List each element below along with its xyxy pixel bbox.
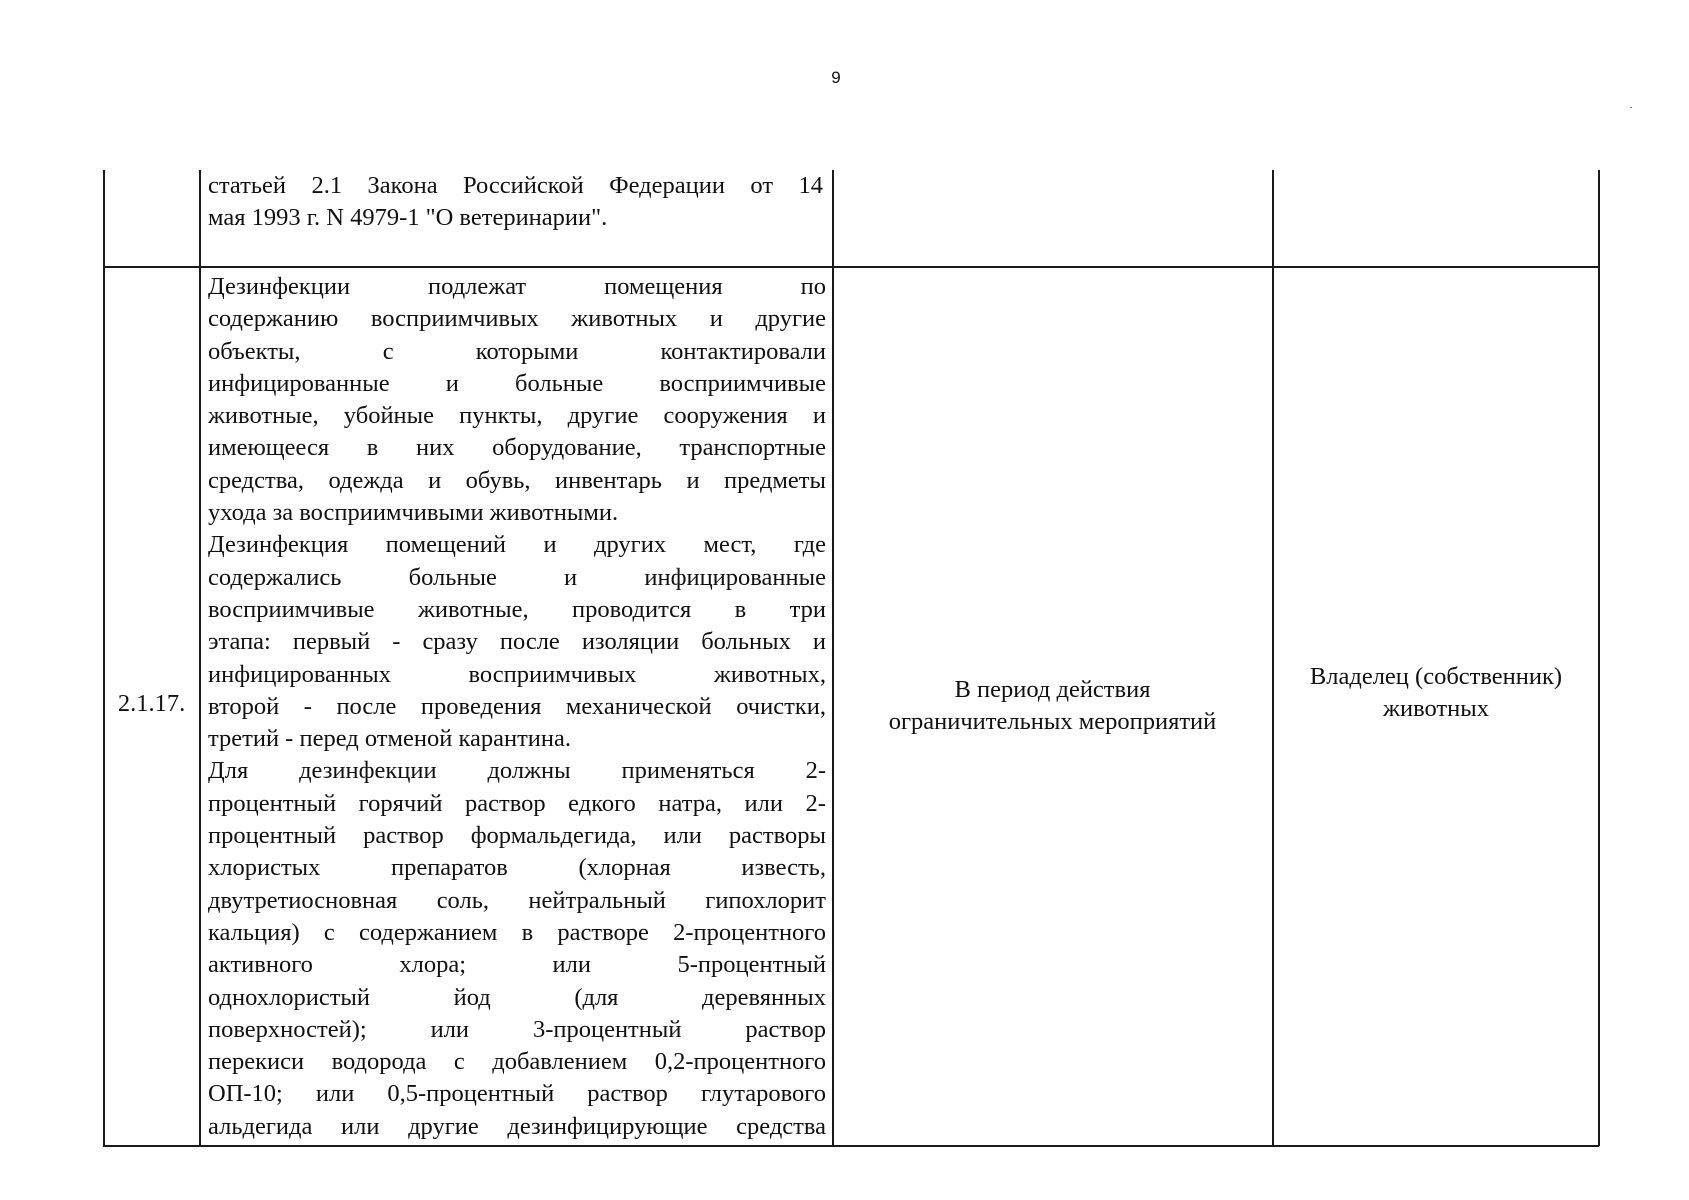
word: и [686, 466, 700, 494]
word: и [709, 305, 723, 333]
word: - [303, 692, 312, 720]
table-border-bottom [103, 1145, 1599, 1147]
word: 5-процентный [677, 951, 826, 979]
text-line [208, 594, 826, 626]
word: в [734, 595, 747, 623]
word: 0,5-процентный [387, 1080, 555, 1108]
word: транспортные [679, 434, 826, 462]
word: хлора; [399, 951, 467, 979]
word: Дезинфекции [208, 273, 351, 300]
word: или [315, 1080, 355, 1108]
word: добавлением [492, 1048, 628, 1076]
word: механической [565, 692, 712, 720]
word: 3-процентный [532, 1015, 682, 1043]
text-line [208, 529, 826, 561]
word: 2.1 [311, 172, 343, 199]
word: которыми [475, 337, 579, 365]
text-line [208, 949, 826, 981]
word: Дезинфекция [208, 531, 349, 559]
text-line: третий - перед отменой карантина. [208, 725, 572, 753]
word: содержанию [208, 305, 339, 333]
word: мест, [703, 531, 757, 559]
word: раствор [745, 1015, 826, 1043]
word: Закона [367, 172, 438, 199]
word: раствор [587, 1080, 668, 1108]
word: дезинфицирующие [507, 1112, 708, 1140]
word: содержались [208, 563, 342, 591]
word: 14 [798, 172, 823, 199]
word: помещений [385, 531, 507, 559]
table-border-right [1598, 170, 1600, 1146]
responsible-line-2: животных [1383, 695, 1489, 722]
word: или [340, 1112, 380, 1140]
word: животных [571, 305, 678, 333]
word: двутретиосновная [208, 886, 398, 914]
text-line [208, 820, 826, 852]
text-line: ухода за восприимчивыми животными. [208, 499, 619, 527]
word: в [521, 918, 534, 946]
word: хлористых [208, 854, 321, 882]
word: по [800, 273, 826, 300]
text-line [208, 852, 826, 884]
deadline-cell [840, 674, 1265, 738]
deadline-line-2: ограничительных мероприятий [888, 708, 1217, 735]
word: другие [408, 1112, 479, 1140]
word: очистки, [736, 692, 826, 720]
text-line [208, 626, 826, 658]
text-line [208, 400, 826, 432]
text-line [208, 691, 826, 723]
column-divider-number [199, 170, 201, 1146]
word: 2- [805, 789, 826, 817]
word: глутарового [700, 1080, 826, 1108]
text-line [208, 917, 826, 949]
word: Федерации [609, 172, 725, 199]
continuation-cell [208, 170, 823, 235]
word: второй [208, 692, 280, 720]
word: средства [736, 1112, 826, 1140]
word: Российской [463, 172, 584, 199]
word: 2- [805, 757, 826, 785]
text-line [208, 885, 826, 917]
word: животных, [713, 660, 826, 688]
word: перекиси [208, 1048, 305, 1076]
word: в [366, 434, 379, 462]
word: восприимчивые [208, 595, 375, 623]
word: убойные [343, 402, 434, 430]
word: другие [755, 305, 826, 333]
word: дезинфекции [299, 757, 437, 785]
word: растворы [728, 822, 826, 850]
word: больных [701, 628, 791, 656]
row-number: 2.1.17. [117, 690, 186, 717]
text-line [208, 271, 826, 303]
word: них [416, 434, 455, 462]
word: альдегида [208, 1112, 313, 1140]
word: проводится [571, 595, 692, 623]
text-line [208, 788, 826, 820]
word: где [793, 531, 826, 559]
text-line [208, 982, 826, 1014]
text-line [208, 170, 823, 202]
word: от [750, 172, 774, 199]
word: гипохлорит [705, 886, 826, 914]
text-line [208, 432, 826, 464]
word: инфицированных [208, 660, 391, 688]
word: должны [487, 757, 571, 785]
word: деревянных [702, 983, 826, 1011]
word: или [430, 1015, 470, 1043]
word: процентный [208, 789, 337, 817]
word: раствор [363, 822, 444, 850]
word: (для [574, 983, 619, 1011]
word: с [323, 918, 335, 946]
word: натра, [658, 789, 722, 817]
word: оборудование, [492, 434, 642, 462]
word: 0,2-процентного [654, 1048, 826, 1076]
text-line [208, 659, 826, 691]
word: активного [208, 951, 313, 979]
word: соль, [436, 886, 490, 914]
page-number: 9 [831, 68, 841, 87]
word: и [445, 369, 459, 397]
word: восприимчивых [370, 305, 539, 333]
word: поверхностей); [208, 1015, 367, 1043]
word: процентный [208, 822, 337, 850]
word: сооружения [663, 402, 788, 430]
word: и [812, 628, 826, 656]
word: с [453, 1048, 465, 1076]
word: формальдегида, [470, 822, 637, 850]
word: однохлористый [208, 983, 371, 1011]
word: (хлорная [578, 854, 671, 882]
text-line [208, 1078, 826, 1110]
word: препаратов [390, 854, 508, 882]
deadline-line-1: В период действия [954, 676, 1151, 703]
word: статьей [208, 172, 286, 199]
word: проведения [420, 692, 542, 720]
word: с [382, 337, 394, 365]
word: три [789, 595, 826, 623]
word: кальция) [208, 918, 300, 946]
word: объекты, [208, 337, 301, 365]
word: 2-процентного [673, 918, 826, 946]
word: пункты, [459, 402, 543, 430]
word: восприимчивые [659, 369, 826, 397]
word: или [552, 951, 591, 979]
responsible-line-1: Владелец (собственник) [1309, 663, 1563, 690]
word: горячий [358, 789, 443, 817]
word: сразу [422, 628, 478, 656]
word: или [744, 789, 783, 817]
word: другие [567, 402, 639, 430]
word: водорода [331, 1048, 427, 1076]
word: больные [515, 369, 604, 397]
column-divider-description [832, 170, 834, 1146]
word: помещения [604, 273, 723, 300]
word: нейтральный [528, 886, 666, 914]
word: и [543, 531, 557, 559]
word: инвентарь [555, 466, 662, 494]
word: Для [208, 757, 249, 785]
word: обувь, [465, 466, 531, 494]
word: животные, [208, 402, 319, 430]
word: больные [408, 563, 497, 591]
text-line [208, 368, 826, 400]
table-border-left [103, 170, 105, 1146]
word: животные, [417, 595, 529, 623]
text-line [208, 303, 826, 335]
word: - [392, 628, 401, 656]
responsible-cell [1280, 661, 1592, 725]
word: или [663, 822, 702, 850]
word: этапа: [208, 628, 271, 656]
word: йод [453, 983, 491, 1011]
text-line [208, 562, 826, 594]
word: предметы [724, 466, 826, 494]
word: подлежат [428, 273, 527, 300]
word: применяться [621, 757, 755, 785]
word: первый [292, 628, 371, 656]
word: после [499, 628, 560, 656]
text-line [208, 465, 826, 497]
word: содержанием [358, 918, 498, 946]
word: после [336, 692, 397, 720]
row-divider [103, 266, 1599, 268]
word: других [594, 531, 667, 559]
word: и [564, 563, 578, 591]
word: изоляции [581, 628, 680, 656]
word: раствор [465, 789, 546, 817]
word: известь, [741, 854, 826, 882]
word: восприимчивых [468, 660, 637, 688]
text-line [208, 1111, 826, 1143]
description-cell [208, 271, 826, 1143]
word: средства, [208, 466, 304, 494]
text-line [208, 336, 826, 368]
word: контактировали [660, 337, 826, 365]
word: имеющееся [208, 434, 330, 462]
word: инфицированные [208, 369, 390, 397]
text-line: мая 1993 г. N 4979-1 "О ветеринарии". [208, 204, 608, 232]
word: и [428, 466, 442, 494]
text-line [208, 1046, 826, 1078]
text-line [208, 755, 826, 787]
word: одежда [328, 466, 404, 494]
word: едкого [568, 789, 636, 817]
word: растворе [557, 918, 649, 946]
word: ОП-10; [208, 1080, 283, 1108]
column-divider-deadline [1272, 170, 1274, 1146]
word: и [812, 402, 826, 430]
word: инфицированные [644, 563, 826, 591]
text-line [208, 1014, 826, 1046]
